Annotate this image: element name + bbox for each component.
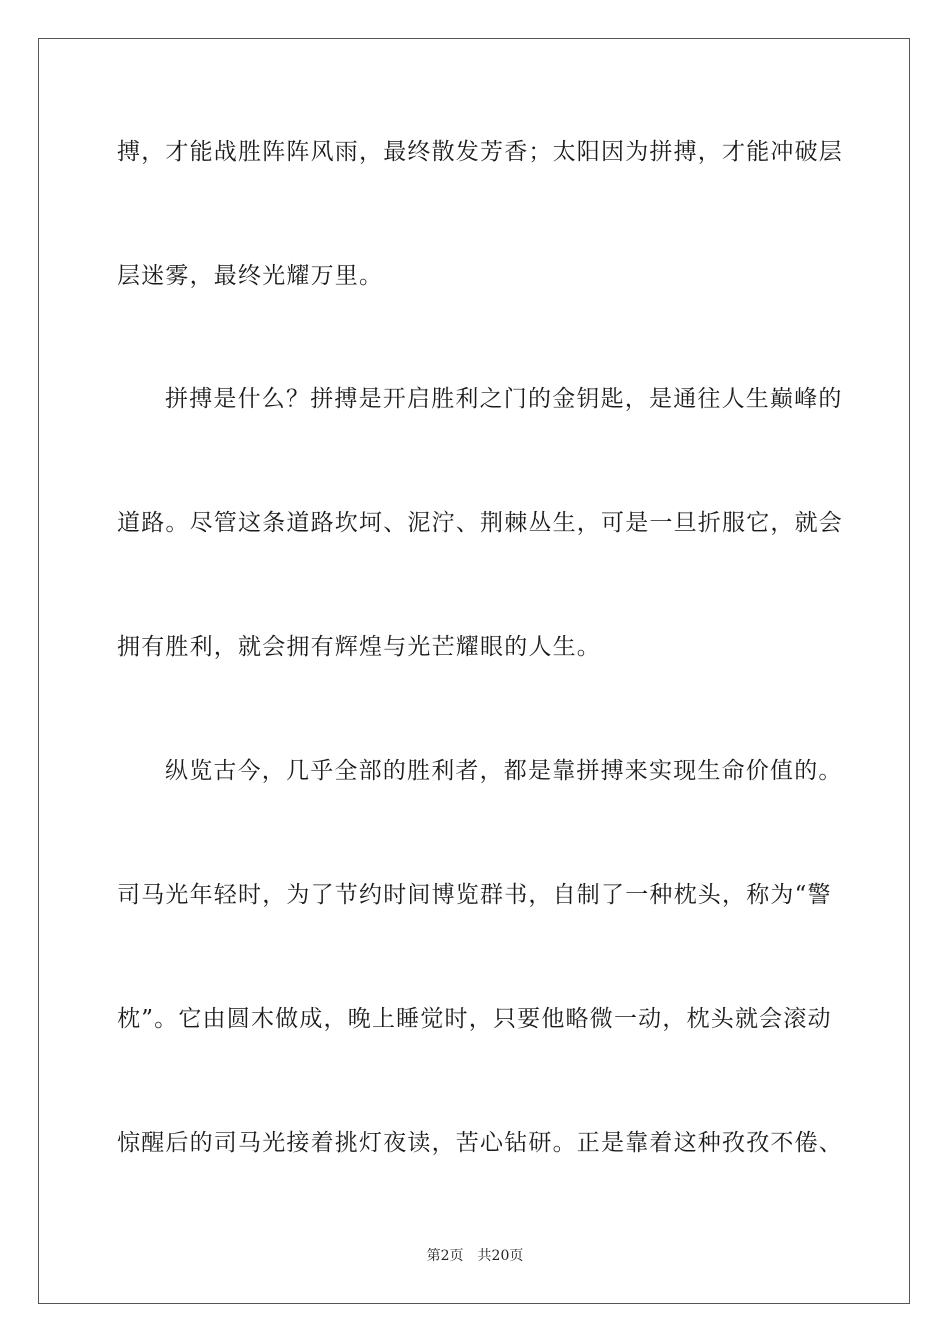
page-footer [0,1247,950,1265]
body-text-line-9: 惊醒后的司马光接着挑灯夜读，苦心钻研。正是靠着这种孜孜不倦、 [117,1130,843,1156]
page-border [38,38,910,1304]
page-number: 第2页 [426,1248,464,1264]
body-text-line-7: 司马光年轻时，为了节约时间博览群书，自制了一种枕头，称为“警 [117,882,832,908]
body-text-line-5: 拥有胜利，就会拥有辉煌与光芒耀眼的人生。 [117,634,601,660]
body-text-line-6: 纵览古今，几乎全部的胜利者，都是靠拼搏来实现生命价值的。 [165,758,843,784]
body-text-line-4: 道路。尽管这条道路坎坷、泥泞、荆棘丛生，可是一旦折服它，就会 [117,510,843,536]
page-total: 共20页 [477,1248,524,1264]
body-text-line-1: 搏，才能战胜阵阵风雨，最终散发芳香；太阳因为拼搏，才能冲破层 [117,139,843,165]
body-text-line-2: 层迷雾，最终光耀万里。 [117,263,384,289]
body-text-line-8: 枕”。它由圆木做成，晚上睡觉时，只要他略微一动，枕头就会滚动 [117,1006,832,1032]
body-text-line-3: 拼搏是什么？拼搏是开启胜利之门的金钥匙，是通往人生巅峰的 [165,386,843,412]
